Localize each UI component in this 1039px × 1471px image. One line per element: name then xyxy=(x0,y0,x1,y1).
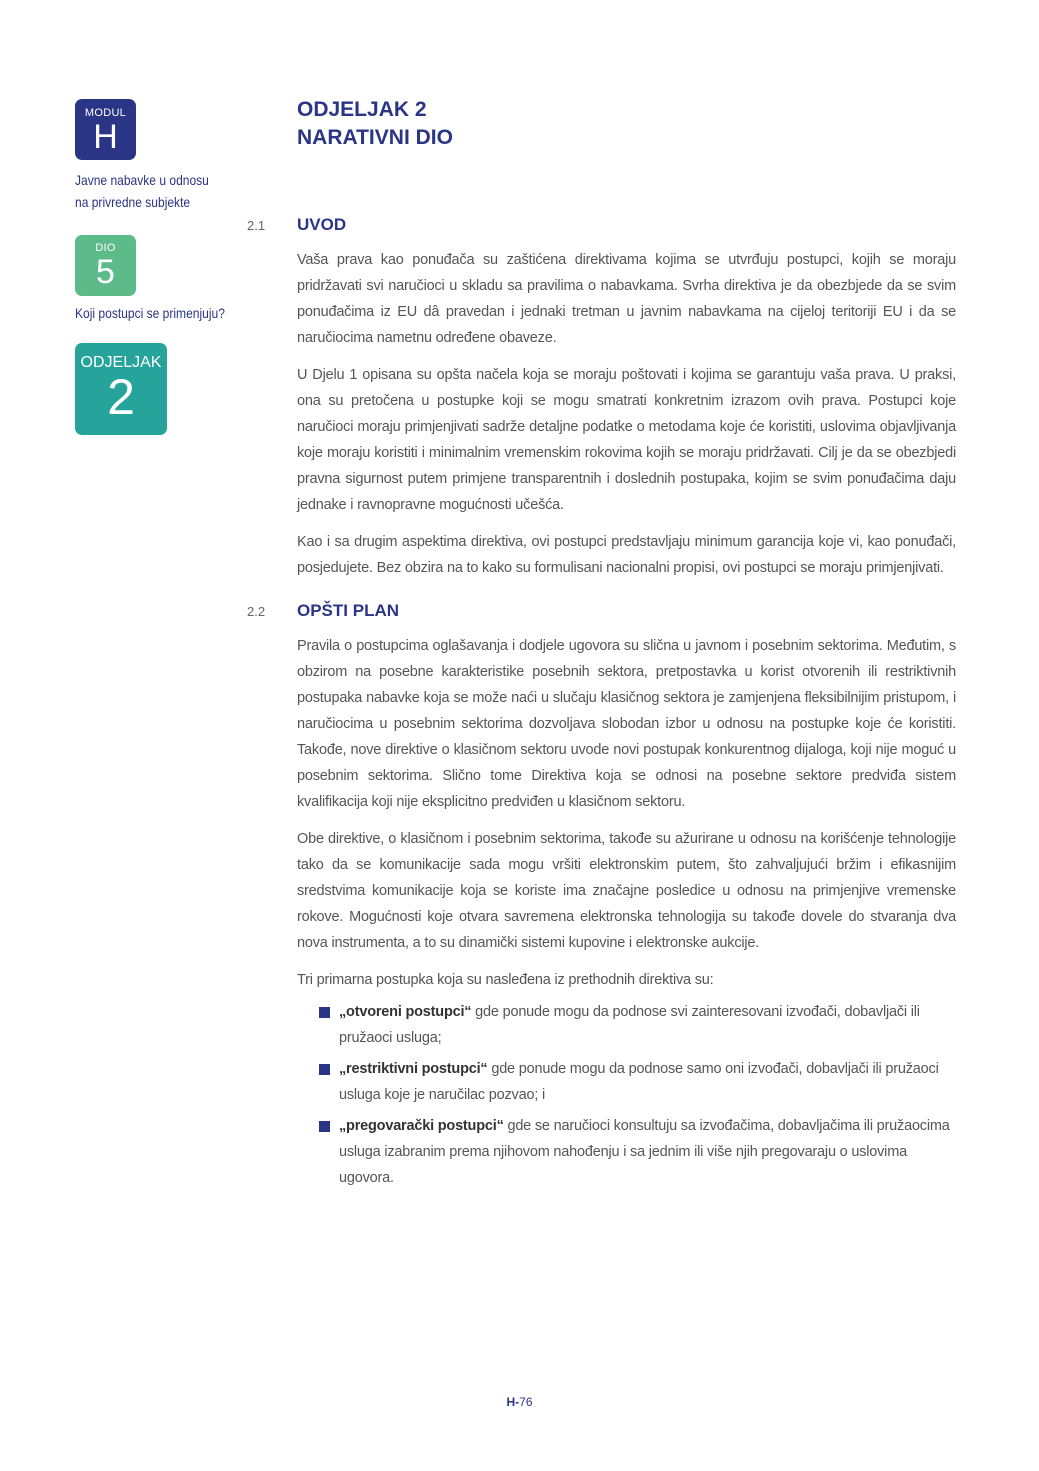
modul-badge xyxy=(75,99,136,160)
odjeljak-number: 2 xyxy=(107,369,135,425)
page-number: 76 xyxy=(519,1395,533,1409)
bullet-text: gde ponude mogu da podnose samo oni izvođači, dobavljači ili pružaoci usluga koje je naručilac pozvao; i xyxy=(339,1061,939,1103)
paragraph: U Djelu 1 opisana su opšta načela koja se moraju poštovati i kojima se garantuju vaša prava. U praksi, ona su pretočena u postupke koji se mogu smatrati konkretnim izrazom ovih prava. Postupci koje naručioci moraju primjenjivati sadrže detaljne podatke o metodama koje će koristiti, uslovima objavljivanja koje moraju koristiti i minimalnim vremenskim rokovima kojih se moraju pridržavati. Cilj je da se obezbjedi pravna sigurnost putem primjene transparentnih i doslednih postupaka, kojim se svim ponuđačima daju jednake i ravnopravne mogućnosti učešća. xyxy=(297,367,956,513)
odjeljak-badge xyxy=(75,343,167,435)
bullet-term: „pregovarački postupci“ xyxy=(339,1118,504,1134)
list-item xyxy=(319,999,956,1051)
square-bullet-icon xyxy=(319,1007,330,1018)
procedure-list xyxy=(297,999,956,1191)
bullet-term: „restriktivni postupci“ xyxy=(339,1061,488,1077)
odjeljak-label: ODJELJAK xyxy=(80,354,162,371)
page-title-line1: ODJELJAK 2 xyxy=(297,98,427,121)
main-content xyxy=(247,96,956,1196)
dio-label: DIO xyxy=(95,242,116,254)
bullet-term: „otvoreni postupci“ xyxy=(339,1004,472,1020)
page-title-line2: NARATIVNI DIO xyxy=(297,126,453,149)
section-heading: UVOD xyxy=(297,215,347,234)
section-number: 2.2 xyxy=(247,604,266,619)
footer-prefix: H- xyxy=(506,1395,520,1409)
dio-number: 5 xyxy=(96,253,115,291)
bullet-text: gde ponude mogu da podnose svi zainteresovani izvođači, dobavljači ili pružaoci usluga; xyxy=(339,1004,920,1046)
square-bullet-icon xyxy=(319,1064,330,1075)
dio-badge xyxy=(75,235,136,296)
modul-label: MODUL xyxy=(84,107,127,119)
module-sidebar xyxy=(75,99,250,435)
bullet-text: gde se naručioci konsultuju sa izvođačima, dobavljačima ili pružaocima usluga izabranim prema njihovom nahođenju i sa jednim ili više njih pregovaraju o uslovima ugovora. xyxy=(339,1118,950,1186)
section-opsti-plan xyxy=(247,599,956,1191)
paragraph: Pravila o postupcima oglašavanja i dodjele ugovora su slična u javnom i posebnim sektorima. Međutim, s obzirom na posebne karakteristike posebnih sektora, pretpostavka u korist otvorenih ili restriktivnih postupaka nabavke koja se može naći u slučaju klasičnog sektora je zamjenjena fleksibilnijim pristupom, i naručiocima u posebnim sektorima dozvoljava slobodan izbor u odnosu na postupke koje će koristiti. Takođe, nove direktive o klasičnom sektoru uvode novi postupak konkurentnog dijaloga, koji nije moguć u posebnim sektorima. Slično tome Direktiva koja se odnosi na posebne sektore predviđa sistem kvalifikacija koji nije eksplicitno predviđen u klasičnom sektoru. xyxy=(297,638,956,810)
modul-letter: H xyxy=(93,118,118,156)
section-uvod xyxy=(247,213,956,581)
section-number: 2.1 xyxy=(247,218,266,233)
paragraph: Obe direktive, o klasičnom i posebnim sektorima, takođe su ažurirane u odnosu na korišćenje tehnologije tako da se komunikacije sada mogu vršiti elektronskim putem, što zahvaljujući bržim i efikasnijim sredstvima komunikacije koja se koriste ima značajne posledice u odnosu na primjenjive vremenske rokove. Mogućnosti koje otvara savremena elektronska tehnologija su takođe dovele do stvaranja dva nova instrumenta, a to su dinamički sistemi kupovine i elektronske aukcije. xyxy=(297,831,956,951)
paragraph: Vaša prava kao ponuđača su zaštićena direktivama kojima se utvrđuju postupci, kojih se moraju pridržavati svi naručioci u skladu sa pravilima o nabavkama. Svrha direktiva je da obezbjede da se svim ponuđačima iz EU dâ pravedan i jednaki tretman u javnim nabavkama na cijeloj teritoriji EU i da se naručiocima nametnu određene obaveze. xyxy=(297,252,956,346)
paragraph: Kao i sa drugim aspektima direktiva, ovi postupci predstavljaju minimum garancija koje vi, kao ponuđači, posjedujete. Bez obzira na to kako su formulisani nacionalni propisi, ovi postupci se moraju primjenjivati. xyxy=(297,534,956,576)
page-footer xyxy=(0,1395,1039,1409)
modul-title xyxy=(75,169,226,213)
list-item xyxy=(319,1056,956,1108)
dio-title: Koji postupci se primenjuju? xyxy=(75,305,225,321)
list-item xyxy=(319,1113,956,1191)
square-bullet-icon xyxy=(319,1121,330,1132)
section-heading: OPŠTI PLAN xyxy=(297,601,400,620)
page-title xyxy=(297,96,956,152)
modul-title-line1: Javne nabavke u odnosu xyxy=(75,172,209,188)
modul-title-line2: na privredne subjekte xyxy=(75,194,191,210)
paragraph: Tri primarna postupka koja su nasleđena iz prethodnih direktiva su: xyxy=(297,972,714,988)
